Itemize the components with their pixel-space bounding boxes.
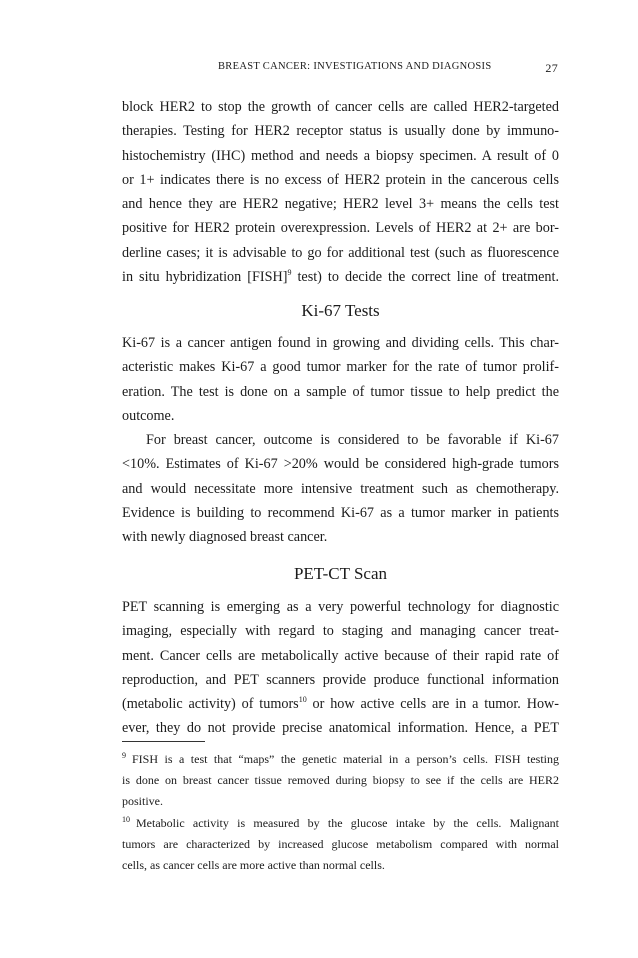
page-number: 27 bbox=[545, 61, 558, 75]
text-line: Ki-67 is a cancer antigen found in growing and dividing cells. This char- bbox=[122, 335, 559, 351]
text-line: positive for HER2 protein overexpression. Levels of HER2 at 2+ are bor- bbox=[122, 220, 559, 237]
text-line: or 1+ indicates there is no excess of HER2 protein in the cancerous cells bbox=[122, 171, 559, 188]
text-line: imaging, especially with regard to staging and managing cancer treat- bbox=[122, 623, 559, 640]
running-head-title: BREAST CANCER: INVESTIGATIONS AND DIAGNOSIS bbox=[218, 61, 492, 72]
text-fragment: or how active cells are in a tumor. How- bbox=[306, 696, 560, 713]
footnote-ref-9: 9 bbox=[287, 268, 292, 278]
text-fragment: Metabolic activity is measured by the glucose intake by the cells. Malignant bbox=[136, 815, 559, 830]
text-line bbox=[122, 265, 559, 289]
footnote-rule bbox=[122, 741, 205, 742]
text-line: ment. Cancer cells are metabolically active because of their rapid rate of bbox=[122, 647, 559, 664]
text-fragment: FISH is a test that “maps” the genetic material in a person’s cells. FISH testing bbox=[132, 752, 559, 766]
pet-ct-paragraph bbox=[122, 595, 559, 741]
heading-ki67: Ki-67 Tests bbox=[301, 301, 380, 320]
text-fragment: test) to decide the correct line of treatment. bbox=[291, 269, 560, 286]
text-line: and hence they are HER2 negative; HER2 level 3+ means the cells test bbox=[122, 196, 559, 213]
footnote-9-line: is done on breast cancer tissue removed during biopsy to see if the cells are HER2 bbox=[122, 773, 559, 788]
text-fragment: in situ hybridization [FISH] bbox=[122, 269, 288, 286]
footnote-mark-9: 9 bbox=[122, 751, 126, 760]
text-line: ever, they do not provide precise anatomical information. Hence, a PET bbox=[122, 720, 559, 737]
text-line: reproduction, and PET scanners provide produce functional information bbox=[122, 671, 559, 688]
footnote-10-line bbox=[122, 813, 559, 834]
text-line: outcome. bbox=[122, 407, 175, 424]
text-line: PET scanning is emerging as a very powerful technology for diagnostic bbox=[122, 599, 559, 615]
ki67-paragraph-1 bbox=[122, 331, 559, 428]
footnote-10-line: cells, as cancer cells are more active than normal cells. bbox=[122, 858, 385, 873]
ki67-paragraph-2 bbox=[122, 428, 559, 549]
text-line: For breast cancer, outcome is considered to be favorable if Ki-67 bbox=[146, 432, 559, 448]
text-line: with newly diagnosed breast cancer. bbox=[122, 529, 328, 546]
text-fragment: (metabolic activity) of tumors bbox=[122, 696, 299, 713]
text-line: acteristic makes Ki-67 a good tumor marker for the rate of tumor prolif- bbox=[122, 359, 559, 376]
footnote-9-line: positive. bbox=[122, 794, 163, 809]
footnote-ref-10: 10 bbox=[298, 695, 307, 705]
text-line: eration. The test is done on a sample of tumor tissue to help predict the bbox=[122, 383, 559, 400]
text-line: and would necessitate more intensive treatment such as chemotherapy. bbox=[122, 480, 559, 497]
text-line: <10%. Estimates of Ki-67 >20% would be considered high-grade tumors bbox=[122, 456, 559, 473]
footnote-9-line bbox=[122, 749, 559, 770]
her2-paragraph bbox=[122, 95, 559, 289]
text-line: histochemistry (IHC) method and needs a biopsy specimen. A result of 0 bbox=[122, 147, 559, 164]
text-line: derline cases; it is advisable to go for additional test (such as fluorescence bbox=[122, 244, 559, 261]
text-line: Evidence is building to recommend Ki-67 as a tumor marker in patients bbox=[122, 504, 559, 521]
running-head bbox=[218, 61, 558, 77]
heading-pet-ct: PET-CT Scan bbox=[293, 564, 388, 583]
text-line: therapies. Testing for HER2 receptor status is usually done by immuno- bbox=[122, 123, 559, 140]
footnote-mark-10: 10 bbox=[122, 814, 130, 824]
text-line bbox=[122, 692, 559, 716]
footnotes bbox=[122, 749, 559, 876]
text-line: block HER2 to stop the growth of cancer cells are called HER2-targeted bbox=[122, 99, 559, 115]
footnote-10-line: tumors are characterized by increased glucose metabolism compared with normal bbox=[122, 836, 559, 851]
